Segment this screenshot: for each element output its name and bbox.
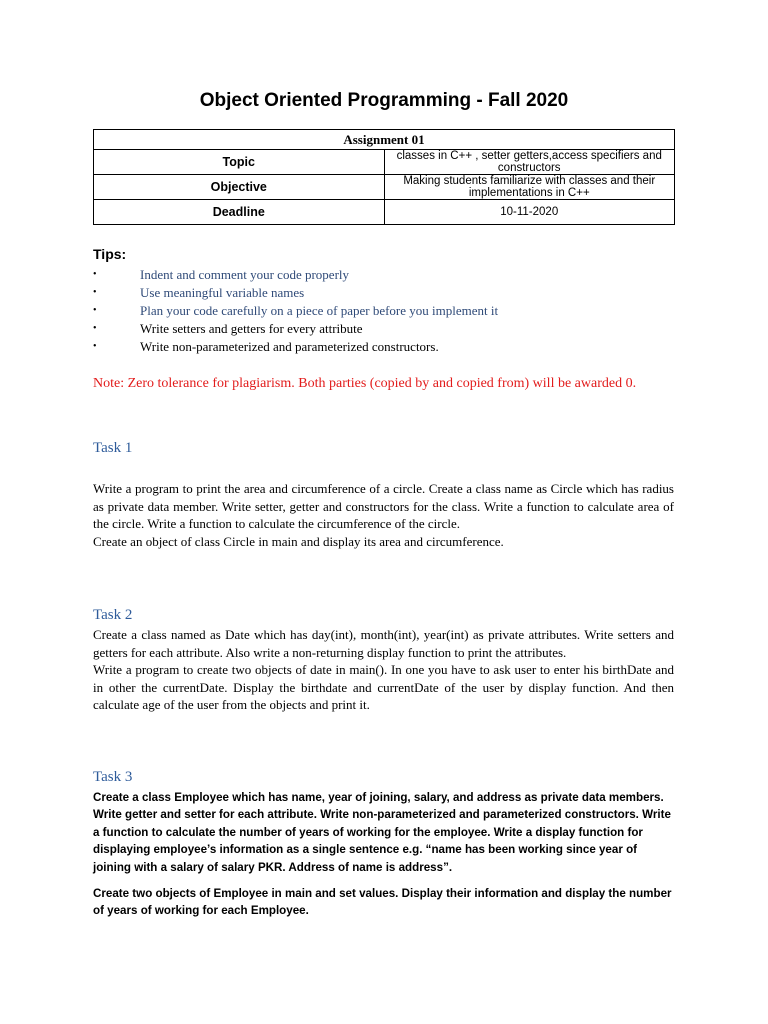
- task3-paragraph: Create a class Employee which has name, year of joining, salary, and address as private data members. Write getter and setter for each attribute. Write non-parameterized and parameterized constructors. Write a function to calculate the number of years of working for the employee. Write a display function for displaying employee’s information as a single sentence e.g. “name has been working since year of joining with a salary of salary PKR. Address of name is address”.: [93, 791, 671, 874]
- assignment-info-table: [93, 129, 675, 225]
- tip-text: Write setters and getters for every attribute: [140, 321, 363, 336]
- task2-heading: Task 2: [93, 607, 133, 623]
- plagiarism-note: Note: Zero tolerance for plagiarism. Both parties (copied by and copied from) will be awarded 0.: [93, 376, 637, 391]
- bullet-icon: •: [93, 287, 97, 298]
- deadline-label: Deadline: [94, 200, 385, 225]
- tips-label: Tips:: [93, 246, 127, 262]
- objective-label: Objective: [94, 175, 385, 200]
- list-item: [93, 302, 693, 320]
- bullet-icon: •: [93, 323, 97, 334]
- tip-text: Write non-parameterized and parameterized constructors.: [140, 339, 439, 354]
- list-item: [93, 284, 693, 302]
- task1-paragraph: Create an object of class Circle in main and display its area and circumference.: [93, 533, 504, 549]
- task2-paragraph: Write a program to create two objects of date in main(). In one you have to ask user to enter his birthDate and in other the currentDate. Display the birthdate and currentDate of the user by display function. And then calculate age of the user from the objects and print it.: [93, 662, 674, 712]
- topic-label: Topic: [94, 150, 385, 175]
- document-title: Object Oriented Programming - Fall 2020: [199, 90, 569, 111]
- table-row: [94, 150, 675, 175]
- topic-value: classes in C++ , setter getters,access specifiers and constructors: [384, 150, 675, 175]
- tip-text: Use meaningful variable names: [140, 285, 305, 300]
- task3-paragraph: Create two objects of Employee in main and set values. Display their information and display the number of years of working for each Employee.: [93, 887, 672, 918]
- table-row: [94, 175, 675, 200]
- task3-body: [93, 789, 673, 920]
- table-row: [94, 200, 675, 225]
- objective-value: Making students familiarize with classes and their implementations in C++: [384, 175, 675, 200]
- table-header-row: [94, 130, 675, 150]
- tips-list: [93, 266, 693, 356]
- bullet-icon: •: [93, 341, 97, 352]
- list-item: [93, 320, 693, 338]
- list-item: [93, 338, 693, 356]
- tip-text: Plan your code carefully on a piece of paper before you implement it: [140, 303, 499, 318]
- deadline-value: 10-11-2020: [384, 200, 675, 225]
- task2-paragraph: Create a class named as Date which has day(int), month(int), year(int) as private attributes. Write setters and getters for each attribute. Also write a non-returning display function to print the attributes.: [93, 627, 674, 660]
- assignment-heading: Assignment 01: [94, 130, 675, 150]
- task1-heading: Task 1: [93, 440, 133, 456]
- task1-body: [93, 480, 674, 550]
- tip-text: Indent and comment your code properly: [140, 267, 350, 282]
- bullet-icon: •: [93, 269, 97, 280]
- task2-body: [93, 626, 674, 714]
- bullet-icon: •: [93, 305, 97, 316]
- task3-heading: Task 3: [93, 769, 133, 785]
- task1-paragraph: Write a program to print the area and circumference of a circle. Create a class name as Circle which has radius as private data member. Write setter, getter and constructors for the class. Write a function to calculate area of the circle. Write a function to calculate the circumference of the circle.: [93, 481, 674, 531]
- list-item: [93, 266, 693, 284]
